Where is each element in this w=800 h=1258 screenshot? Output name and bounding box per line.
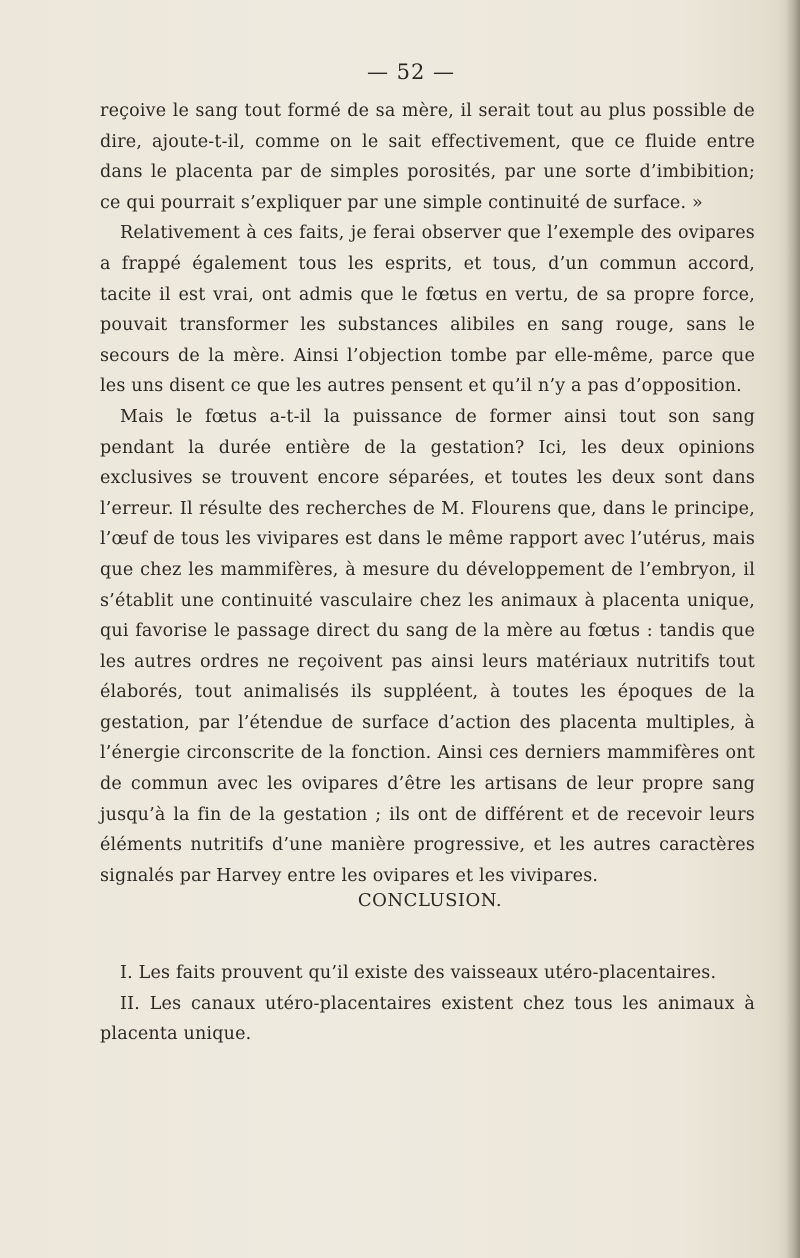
page-edge-shadow (786, 0, 800, 1258)
page-number: — 52 — (366, 60, 456, 84)
paragraph-oviparous-example: Relativement à ces faits, je ferai observer que l’exemple des ovipares a frappé également tous les esprits, et tous, d’un commun accord, tacite il est vrai, ont admis que le fœtus en vertu, de sa propre force, pouvait transformer les substances alibiles en sang rouge, sans le secours de la mère. Ainsi l’objection tombe par elle-même, parce que les uns disent ce que les autres pensent et qu’il n’y a pas d’opposition. (100, 223, 755, 397)
conclusion-item-2: II. Les canaux utéro-placentaires existent chez tous les animaux à placenta unique. (100, 993, 755, 1045)
paragraph-fetus-blood: Mais le fœtus a-t-il la puissance de former ainsi tout son sang pendant la durée entière de la gestation? Ici, les deux opinions exclusives se trouvent encore séparées, et toutes les deux sont dans l’erreur. Il résulte des recherches de M. Flourens que, dans le principe, l’œuf de tous les vivipares est dans le même rapport avec l’utérus, mais que chez les mammifères, à mesure du développement de l’embryon, il s’établit une continuité vasculaire chez les animaux à placenta unique, qui favorise le passage direct du sang de la mère au fœtus : tandis que les autres ordres ne reçoivent pas ainsi leurs matériaux nutritifs tout élaborés, tout animalisés ils suppléent, à toutes les époques de la gestation, par l’étendue de surface d’action des placenta multiples, à l’énergie circonscrite de la fonction. Ainsi ces derniers mammifères ont de commun avec les ovipares d’être les artisans de leur propre sang jusqu’à la fin de la gestation ; ils ont de différent et de recevoir leurs éléments nutritifs d’une manière progressive, et les autres caractères signalés par Harvey entre les ovipares et les vivipares. (100, 406, 755, 886)
conclusion-heading: CONCLUSION. (357, 890, 503, 911)
conclusion-list (100, 958, 755, 1050)
paragraph-continuation: reçoive le sang tout formé de sa mère, il serait tout au plus possible de dire, ajoute-t-il, comme on le sait effectivement, que ce fluide entre dans le placenta par de simples porosités, par une sorte d’imbibition; ce qui pourrait s’expliquer par une simple continuité de surface. » (100, 101, 755, 213)
conclusion-item-1: I. Les faits prouvent qu’il existe des vaisseaux utéro-placentaires. (120, 963, 717, 983)
body-text (100, 96, 755, 891)
